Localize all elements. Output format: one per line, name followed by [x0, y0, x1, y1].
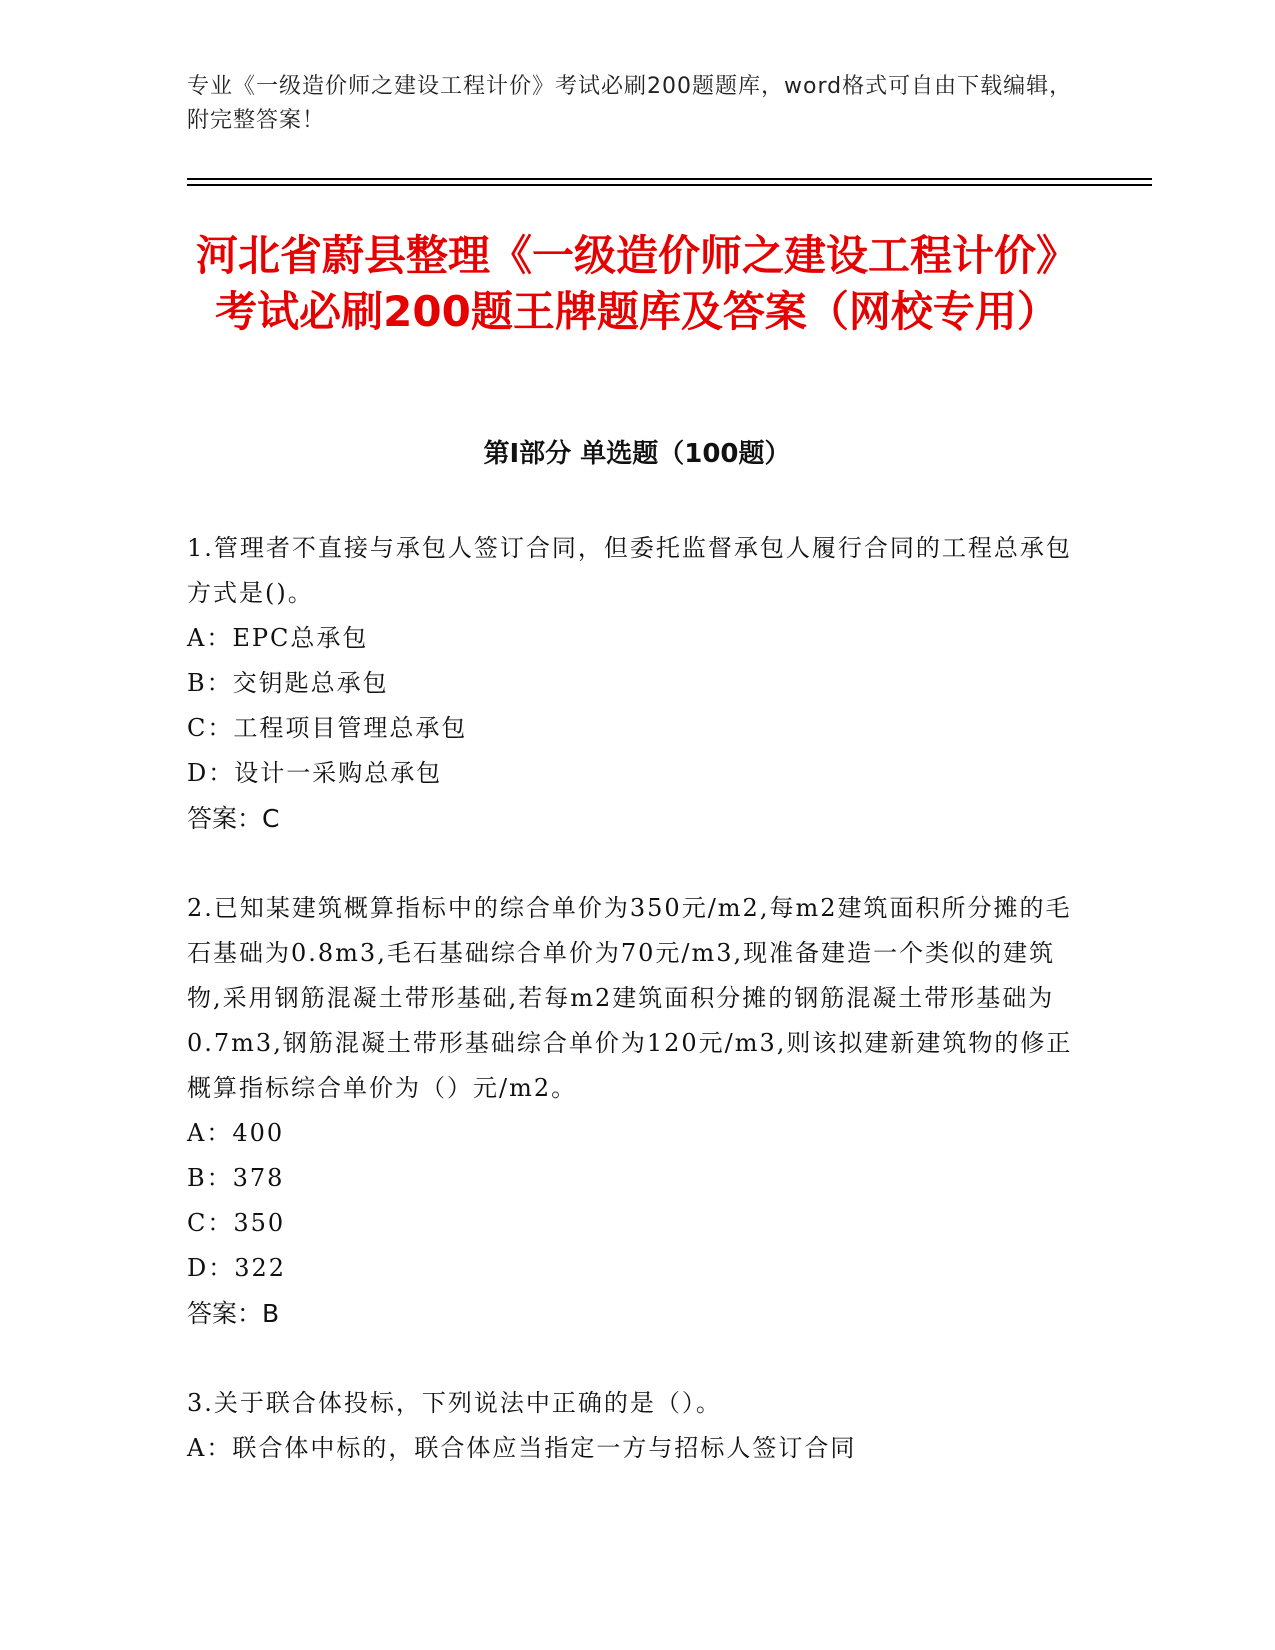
option-a: A：联合体中标的，联合体应当指定一方与招标人签订合同	[187, 1434, 857, 1462]
option-a: A：EPC总承包	[187, 624, 369, 652]
option-d: D：322	[187, 1254, 287, 1282]
question-stem: 1.管理者不直接与承包人签订合同，但委托监督承包人履行合同的工程总承包方式是()。	[187, 534, 1072, 607]
option-c: C：工程项目管理总承包	[187, 714, 468, 742]
header-divider-top	[187, 178, 1152, 180]
option-a: A：400	[187, 1119, 285, 1147]
question-2	[187, 886, 1087, 1336]
header-divider-bottom	[187, 184, 1152, 186]
question-stem: 3.关于联合体投标，下列说法中正确的是（）。	[187, 1389, 722, 1417]
section-heading: 第Ⅰ部分 单选题（100题）	[483, 439, 791, 469]
question-stem: 2.已知某建筑概算指标中的综合单价为350元/m2,每m2建筑面积所分摊的毛石基础为0.8m3,毛石基础综合单价为70元/m3,现准备建造一个类似的建筑物,采用钢筋混凝土带形基础,若每m2建筑面积分摊的钢筋混凝土带形基础为0.7m3,钢筋混凝土带形基础综合单价为120元/m3,则该拟建新建筑物的修正概算指标综合单价为（）元/m2。	[187, 894, 1073, 1102]
question-list	[187, 526, 1087, 1516]
option-c: C：350	[187, 1209, 286, 1237]
option-b: B：378	[187, 1164, 285, 1192]
answer: 答案：B	[187, 1299, 280, 1328]
option-d: D：设计一采购总承包	[187, 759, 443, 787]
question-1	[187, 526, 1087, 841]
answer: 答案：C	[187, 804, 280, 833]
option-b: B：交钥匙总承包	[187, 669, 389, 697]
question-3	[187, 1381, 1087, 1471]
header-note: 专业《一级造价师之建设工程计价》考试必刷200题题库，word格式可自由下载编辑，附完整答案！	[187, 74, 1073, 133]
document-title: 河北省蔚县整理《一级造价师之建设工程计价》考试必刷200题王牌题库及答案（网校专用）	[195, 231, 1078, 336]
